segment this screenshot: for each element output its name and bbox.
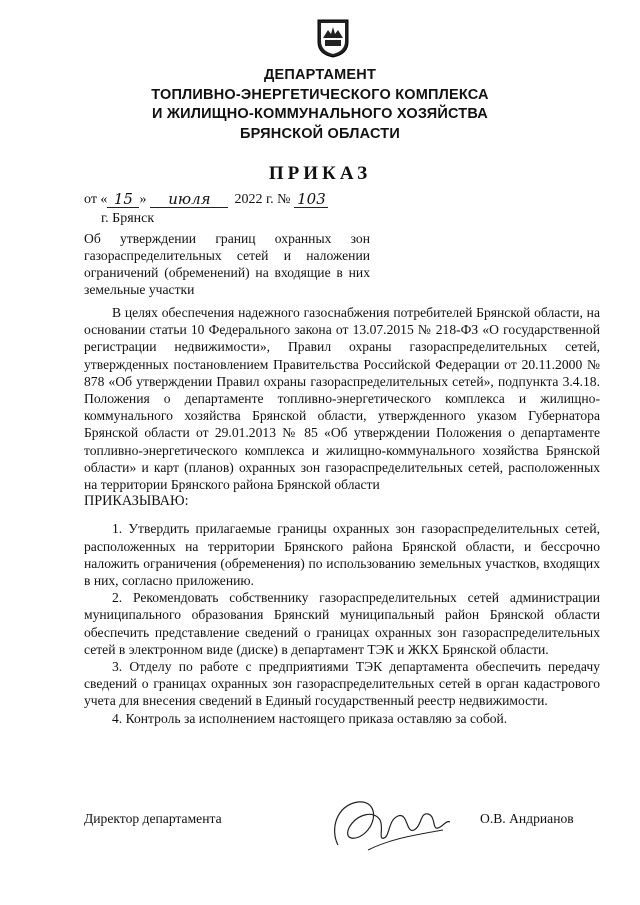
order-city: г. Брянск [101,211,155,226]
decree-word: ПРИКАЗЫВАЮ: [84,493,189,510]
order-item-4: 4. Контроль за исполнением настоящего приказа оставляю за собой. [112,710,508,726]
order-item-1: 1. Утвердить прилагаемые границы охранных зон газораспределительных сетей, расположенных на территории Брянского района Брянской области, и бессрочно наложить ограничения (обременения) по использованию земельных участков, входящих в них, согласно приложению. [84,521,600,589]
order-day: 15 [107,191,139,208]
department-line: И ЖИЛИЩНО-КОММУНАЛЬНОГО ХОЗЯЙСТВА [152,106,488,122]
department-line: ТОПЛИВНО-ЭНЕРГЕТИЧЕСКОГО КОМПЛЕКСА [151,86,489,103]
preamble-paragraph: В целях обеспечения надежного газоснабжения потребителей Брянской области, на основании статьи 10 Федерального закона от 13.07.2015 № 218-ФЗ «О государственной регистрации недвижимости», Правил охраны газораспределительных сетей, утвержденных постановлением Правительства Российской Федерации от 20.11.2000 № 878 «Об утверждении Правил охраны газораспределительных сетей», подпункта 3.4.18. Положения о департаменте топливно-энергетического комплекса и жилищно-коммунального хозяйства Брянской области, утвержденного указом Губернатора Брянской области от 29.01.2013 № 85 «Об утверждении Положения о департаменте топливно-энергетического комплекса и жилищно-коммунального хозяйства Брянской области» и карт (планов) охранных зон газораспределительных сетей, расположенных на территории Брянского района Брянской области [84,305,600,493]
order-item-2: 2. Рекомендовать собственнику газораспределительных сетей администрации муниципального образования Брянский муниципальный район Брянской области обеспечить представление сведений о границах охранных зон газораспределительных сетей в электронном виде (диске) в департамент ТЭК и ЖКХ Брянской области. [84,590,600,657]
department-line: ДЕПАРТАМЕНТ [263,67,377,83]
signatory-name: О.В. Андрианов [480,811,574,826]
order-year: 2022 г. № [234,192,291,207]
handwritten-signature [328,790,453,860]
date-mid: » [139,192,147,207]
order-number: 103 [294,191,328,208]
department-line: БРЯНСКОЙ ОБЛАСТИ [240,125,400,142]
signatory-role: Директор департамента [84,811,222,826]
order-subject: Об утверждении границ охранных зон газораспределительных сетей и наложении ограничений (обременений) на входящие в них земельные участки [84,231,370,297]
department-header [0,66,640,144]
order-item-3: 3. Отделу по работе с предприятиями ТЭК департамента обеспечить передачу сведений о границах охранных зон газораспределительных сетей в орган кадастрового учета для внесения сведений в Единый государственный реестр недвижимости. [84,659,600,709]
coat-of-arms-icon [316,18,350,58]
document-title: ПРИКАЗ [268,163,372,184]
date-prefix: от « [84,192,108,207]
order-month: июля [150,191,228,208]
order-date-line [84,186,328,208]
order-body [84,304,600,727]
